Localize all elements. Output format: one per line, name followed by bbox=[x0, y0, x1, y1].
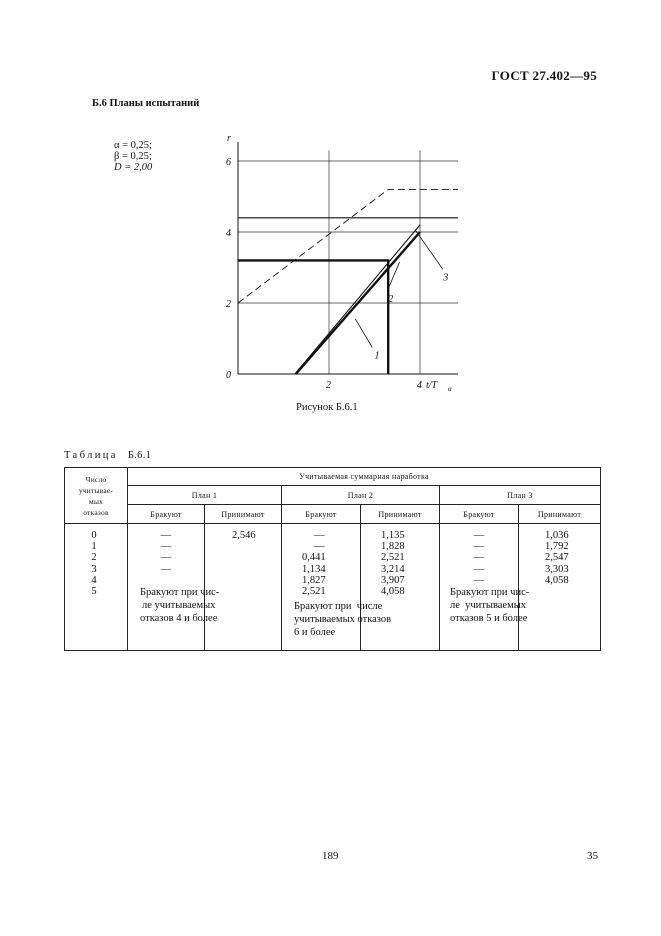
value: 2,521 bbox=[381, 552, 405, 564]
series-2-accept bbox=[295, 225, 420, 374]
count-value: 4 bbox=[91, 574, 97, 586]
value: — bbox=[160, 552, 172, 564]
value: — bbox=[314, 541, 325, 553]
page-number-right: 35 bbox=[587, 850, 598, 862]
y-tick-label-2: 2 bbox=[226, 299, 231, 310]
plan3-note: Бракуют при чис- ле учитываемых отказов 5 и более bbox=[450, 587, 530, 624]
curve-label-2: 2 bbox=[388, 293, 394, 305]
plan3-header: План 3 bbox=[440, 486, 601, 505]
curve-label-1: 1 bbox=[374, 350, 380, 362]
count-value: 5 bbox=[91, 586, 97, 598]
plan1-accept-header: Принимают bbox=[205, 505, 282, 524]
page-number-center: 189 bbox=[322, 850, 339, 862]
x-axis-label-sub: α bbox=[448, 385, 452, 393]
chart-labels bbox=[226, 133, 452, 393]
param-alpha: α = 0,25; bbox=[114, 140, 152, 151]
chart-series bbox=[238, 189, 458, 374]
count-value: 2 bbox=[91, 552, 97, 564]
value: — bbox=[473, 552, 485, 564]
plan2-note: Бракуют при числе учитываемых отказов 6 и более bbox=[294, 601, 392, 638]
series-1-reject-boundary bbox=[238, 260, 388, 374]
param-d: D = 2,00 bbox=[114, 162, 153, 173]
y-axis-label: r bbox=[227, 133, 231, 144]
plan3-reject-header: Бракуют bbox=[440, 505, 519, 524]
x-axis-label: t/T bbox=[426, 380, 438, 391]
plan1-note: Бракуют при чис- ле учитываемых отказов 4 и более bbox=[140, 587, 220, 624]
value: 1,828 bbox=[381, 541, 405, 553]
value: 1,134 bbox=[302, 563, 326, 575]
parameters bbox=[114, 140, 152, 173]
plan1-reject-header: Бракуют bbox=[128, 505, 205, 524]
curve-3-leader bbox=[415, 230, 442, 269]
table-body-row bbox=[65, 524, 601, 651]
value: — bbox=[160, 530, 172, 541]
test-plans-table bbox=[64, 467, 601, 651]
plan2-header: План 2 bbox=[282, 486, 440, 505]
value: 3,214 bbox=[381, 563, 405, 575]
y-tick-label-0: 0 bbox=[226, 370, 231, 381]
series-3-accept bbox=[238, 189, 458, 303]
param-beta: β = 0,25; bbox=[114, 151, 152, 162]
section-title: Б.6 Планы испытаний bbox=[92, 98, 200, 109]
y-tick-label-6: 6 bbox=[226, 157, 231, 168]
value: 4,058 bbox=[381, 586, 405, 598]
value: 2,521 bbox=[302, 586, 326, 598]
plan1-header: План 1 bbox=[128, 486, 282, 505]
value: — bbox=[473, 541, 485, 553]
x-tick-label-4: 4 bbox=[417, 380, 422, 391]
plan2-accept-cell bbox=[361, 524, 440, 651]
value: 1,135 bbox=[381, 530, 405, 541]
value: 2,546 bbox=[232, 530, 256, 541]
value: 3,303 bbox=[545, 563, 569, 575]
value: 1,036 bbox=[545, 530, 569, 541]
table-caption bbox=[64, 450, 151, 461]
plan3-accept-cell bbox=[519, 524, 601, 651]
value: — bbox=[160, 563, 172, 575]
y-tick-label-4: 4 bbox=[226, 228, 231, 239]
value: 2,547 bbox=[545, 552, 569, 564]
chart-grid bbox=[238, 150, 458, 374]
plan2-accept-header: Принимают bbox=[361, 505, 440, 524]
value: 1,827 bbox=[302, 574, 326, 586]
chart-axes bbox=[238, 142, 458, 374]
value: — bbox=[473, 530, 485, 541]
value: 3,907 bbox=[381, 574, 405, 586]
curve-label-3: 3 bbox=[443, 272, 449, 284]
plan3-accept-header: Принимают bbox=[519, 505, 601, 524]
table-caption-label: Таблица bbox=[64, 450, 118, 461]
count-header: Число учитывае- мых отказов bbox=[65, 468, 128, 524]
plan1-reject-cell bbox=[128, 524, 220, 651]
curve-1-leader bbox=[355, 319, 372, 347]
plan2-reject-header: Бракуют bbox=[282, 505, 361, 524]
table-caption-number: Б.6.1 bbox=[127, 450, 152, 461]
value: — bbox=[473, 563, 485, 575]
value: — bbox=[314, 530, 325, 541]
value: 0,441 bbox=[302, 552, 326, 564]
value: 1,792 bbox=[545, 541, 569, 553]
group-header: Учитываемая суммарная наработка bbox=[128, 468, 601, 486]
counts-cell bbox=[65, 524, 128, 651]
plan1-accept-cell bbox=[205, 524, 282, 651]
value: 4,058 bbox=[545, 574, 569, 586]
count-value: 0 bbox=[91, 530, 97, 541]
test-plan-chart bbox=[222, 128, 472, 393]
plan2-reject-cell bbox=[282, 524, 392, 651]
figure-caption: Рисунок Б.6.1 bbox=[296, 402, 358, 413]
value: — bbox=[473, 574, 485, 586]
count-value: 3 bbox=[91, 563, 97, 575]
plan3-reject-cell bbox=[440, 524, 530, 651]
standard-number: ГОСТ 27.402—95 bbox=[491, 68, 597, 83]
count-value: 1 bbox=[91, 541, 97, 553]
x-tick-label-2: 2 bbox=[326, 380, 331, 391]
value: — bbox=[160, 541, 172, 553]
